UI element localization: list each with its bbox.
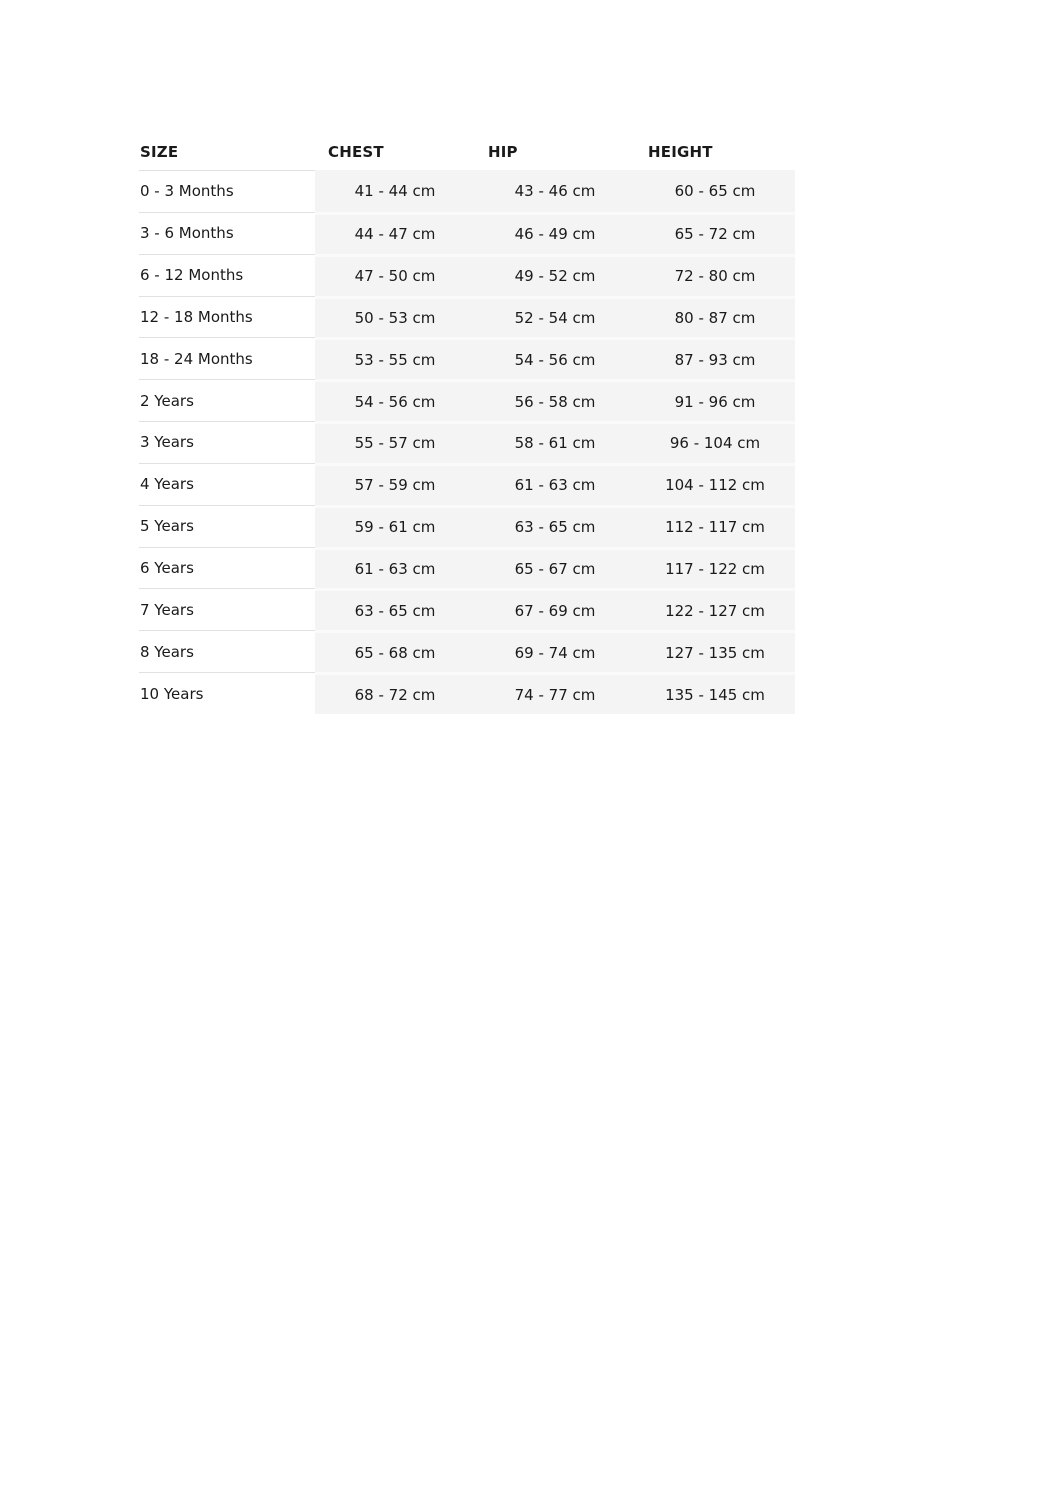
size-cell: 10 Years	[139, 672, 315, 714]
height-cell: 122 - 127 cm	[635, 588, 795, 630]
hip-cell: 46 - 49 cm	[475, 212, 635, 254]
size-cell: 3 - 6 Months	[139, 212, 315, 254]
height-cell: 104 - 112 cm	[635, 463, 795, 505]
chest-cell: 63 - 65 cm	[315, 588, 475, 630]
chest-cell: 50 - 53 cm	[315, 296, 475, 338]
height-cell: 135 - 145 cm	[635, 672, 795, 714]
size-cell: 8 Years	[139, 630, 315, 672]
chest-cell: 54 - 56 cm	[315, 379, 475, 421]
header-hip: HIP	[488, 143, 518, 161]
hip-cell: 49 - 52 cm	[475, 254, 635, 296]
chest-cell: 65 - 68 cm	[315, 630, 475, 672]
header-height: HEIGHT	[648, 143, 713, 161]
size-cell: 12 - 18 Months	[139, 296, 315, 338]
header-size: SIZE	[140, 143, 179, 161]
hip-cell: 52 - 54 cm	[475, 296, 635, 338]
size-cell: 0 - 3 Months	[139, 170, 315, 212]
size-cell: 4 Years	[139, 463, 315, 505]
size-cell: 7 Years	[139, 588, 315, 630]
height-cell: 127 - 135 cm	[635, 630, 795, 672]
height-cell: 65 - 72 cm	[635, 212, 795, 254]
size-cell: 5 Years	[139, 505, 315, 547]
hip-cell: 54 - 56 cm	[475, 337, 635, 379]
size-chart-table	[139, 134, 795, 714]
hip-cell: 58 - 61 cm	[475, 421, 635, 463]
height-cell: 112 - 117 cm	[635, 505, 795, 547]
height-cell: 96 - 104 cm	[635, 421, 795, 463]
chest-cell: 68 - 72 cm	[315, 672, 475, 714]
chest-cell: 61 - 63 cm	[315, 547, 475, 589]
hip-cell: 65 - 67 cm	[475, 547, 635, 589]
height-cell: 80 - 87 cm	[635, 296, 795, 338]
hip-cell: 63 - 65 cm	[475, 505, 635, 547]
height-cell: 117 - 122 cm	[635, 547, 795, 589]
height-cell: 87 - 93 cm	[635, 337, 795, 379]
hip-cell: 74 - 77 cm	[475, 672, 635, 714]
hip-cell: 43 - 46 cm	[475, 170, 635, 212]
chest-cell: 53 - 55 cm	[315, 337, 475, 379]
chest-cell: 57 - 59 cm	[315, 463, 475, 505]
height-cell: 60 - 65 cm	[635, 170, 795, 212]
size-cell: 3 Years	[139, 421, 315, 463]
height-cell: 91 - 96 cm	[635, 379, 795, 421]
size-cell: 6 Years	[139, 547, 315, 589]
chest-cell: 47 - 50 cm	[315, 254, 475, 296]
size-cell: 2 Years	[139, 379, 315, 421]
chest-cell: 55 - 57 cm	[315, 421, 475, 463]
hip-cell: 56 - 58 cm	[475, 379, 635, 421]
hip-cell: 67 - 69 cm	[475, 588, 635, 630]
hip-cell: 61 - 63 cm	[475, 463, 635, 505]
chest-cell: 41 - 44 cm	[315, 170, 475, 212]
size-chart-grid	[139, 134, 795, 714]
header-chest: CHEST	[328, 143, 384, 161]
size-cell: 18 - 24 Months	[139, 337, 315, 379]
chest-cell: 44 - 47 cm	[315, 212, 475, 254]
height-cell: 72 - 80 cm	[635, 254, 795, 296]
chest-cell: 59 - 61 cm	[315, 505, 475, 547]
hip-cell: 69 - 74 cm	[475, 630, 635, 672]
size-cell: 6 - 12 Months	[139, 254, 315, 296]
